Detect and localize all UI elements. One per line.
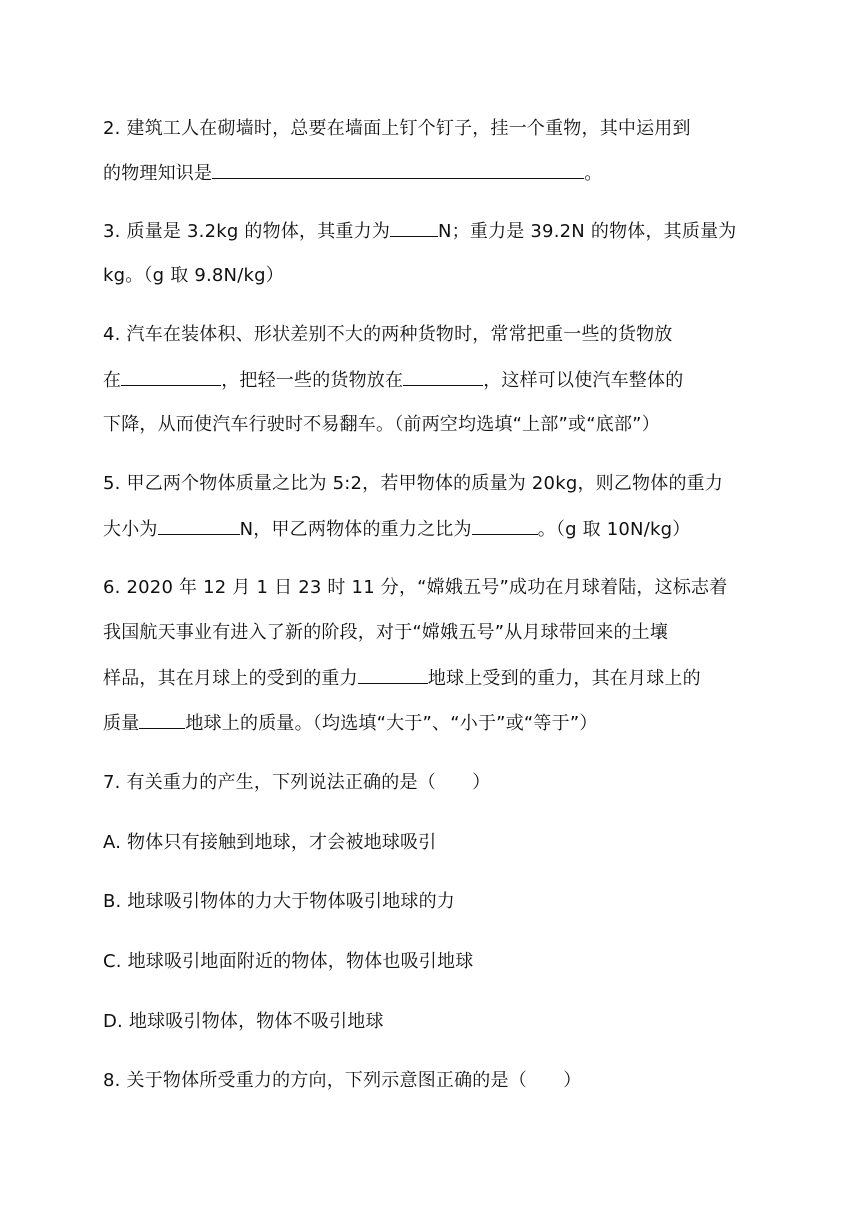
q6-text: 地球上的质量。（均选填“大于”、“小于”或“等于”） <box>185 713 598 734</box>
q5-text: 。（g 取 10N/kg） <box>537 519 691 540</box>
q8-text: 8. 关于物体所受重力的方向，下列示意图正确的是（ ） <box>103 1070 582 1091</box>
q4-line-3 <box>103 412 763 438</box>
q6-text: 质量 <box>103 713 140 734</box>
q2-text: 的物理知识是 <box>103 163 213 184</box>
q6-line-3 <box>103 665 763 692</box>
q3-text: kg。（g 取 9.8N/kg） <box>103 265 284 286</box>
q6-text: 6. 2020 年 12 月 1 日 23 时 11 分，“嫦娥五号”成功在月球着陆，这标志着 <box>103 577 728 598</box>
q7-option-b-text: B. 地球吸引物体的力大于物体吸引地球的力 <box>103 891 455 912</box>
q2-line-1 <box>103 116 763 142</box>
q6-text: 地球上受到的重力，其在月球上的 <box>427 668 701 689</box>
q4-text: 在 <box>103 370 122 391</box>
q5-text: N，甲乙两物体的重力之比为 <box>239 519 472 540</box>
q7-text: 7. 有关重力的产生，下列说法正确的是（ ） <box>103 772 491 793</box>
q8-stem <box>103 1068 763 1094</box>
q7-stem <box>103 770 763 796</box>
q4-text: 下降，从而使汽车行驶时不易翻车。（前两空均选填“上部”或“底部”） <box>103 414 660 435</box>
q2-answer-blank[interactable] <box>212 160 584 179</box>
q7-option-a[interactable] <box>103 830 763 856</box>
q4-text: ，把轻一些的货物放在 <box>221 370 404 391</box>
q7-option-d-text: D. 地球吸引物体，物体不吸引地球 <box>103 1011 384 1032</box>
q4-answer-blank-2[interactable] <box>403 367 483 386</box>
q5-answer-blank-1[interactable] <box>158 516 240 535</box>
q2-text: 。 <box>584 163 603 184</box>
q7-option-c-text: C. 地球吸引地面附近的物体，物体也吸引地球 <box>103 951 474 972</box>
q5-line-2 <box>103 516 763 543</box>
q4-answer-blank-1[interactable] <box>121 367 221 386</box>
q3-text: 3. 质量是 3.2kg 的物体，其重力为 <box>103 221 391 242</box>
q5-answer-blank-2[interactable] <box>472 516 538 535</box>
q7-option-b[interactable] <box>103 889 763 915</box>
q6-line-4 <box>103 710 763 737</box>
q4-text: 4. 汽车在装体积、形状差别不大的两种货物时，常常把重一些的货物放 <box>103 324 673 345</box>
q3-text: N；重力是 39.2N 的物体，其质量为 <box>438 221 737 242</box>
q7-option-a-text: A. 物体只有接触到地球，才会被地球吸引 <box>103 832 437 853</box>
q4-line-1 <box>103 322 763 348</box>
q4-text: ，这样可以使汽车整体的 <box>483 370 684 391</box>
q3-line-1 <box>103 218 763 245</box>
q7-option-c[interactable] <box>103 949 763 975</box>
q6-answer-blank-2[interactable] <box>139 710 185 729</box>
q7-option-d[interactable] <box>103 1009 763 1035</box>
q6-text: 样品，其在月球上的受到的重力 <box>103 668 358 689</box>
q6-answer-blank-1[interactable] <box>358 665 428 684</box>
q2-line-2 <box>103 160 763 187</box>
q5-text: 5. 甲乙两个物体质量之比为 5:2，若甲物体的质量为 20kg，则乙物体的重力 <box>103 473 724 494</box>
q2-text: 2. 建筑工人在砌墙时，总要在墙面上钉个钉子，挂一个重物，其中运用到 <box>103 118 691 139</box>
q5-text: 大小为 <box>103 519 158 540</box>
q6-line-2 <box>103 620 763 646</box>
q6-line-1 <box>103 575 763 601</box>
q6-text: 我国航天事业有进入了新的阶段，对于“嫦娥五号”从月球带回来的土壤 <box>103 622 669 643</box>
q5-line-1 <box>103 471 763 497</box>
q3-answer-blank-1[interactable] <box>390 218 438 237</box>
q3-line-2 <box>103 263 763 289</box>
q4-line-2 <box>103 367 763 394</box>
